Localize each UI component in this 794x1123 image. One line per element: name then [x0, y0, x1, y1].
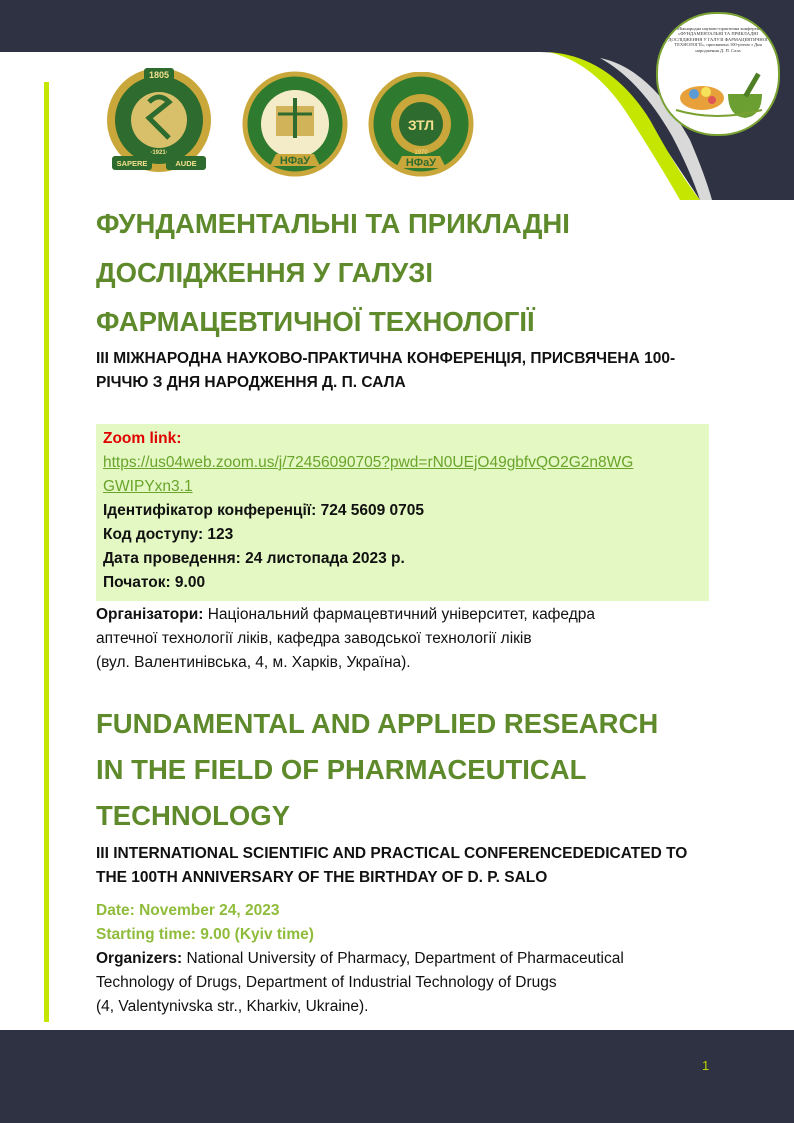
zoom-url-line-2[interactable]: GWIPYxn3.1 [103, 478, 193, 495]
subtitle-en-line-2: THE 100TH ANNIVERSARY OF THE BIRTHDAY OF D. P. SALO [96, 869, 548, 886]
logo-year-text: 1805 [148, 70, 170, 80]
title-uk-line-2: ДОСЛІДЖЕННЯ У ГАЛУЗІ [96, 257, 434, 288]
organizers-en-line-2: Technology of Drugs, Department of Industrial Technology of Drugs [96, 974, 557, 991]
conference-badge-text: III Міжнародна науково-практична конференція «ФУНДАМЕНТАЛЬНІ ТА ПРИКЛАДНІ ДОСЛІДЖЕННЯ У ГАЛУЗІ ФАРМАЦЕВТИЧНОЇ ТЕХНОЛОГІЇ», присвячена 100-річчю з Дня народження Д. П. Сала [668, 26, 768, 53]
title-uk-line-3: ФАРМАЦЕВТИЧНОЇ ТЕХНОЛОГІЇ [96, 306, 535, 337]
title-uk-line-1: ФУНДАМЕНТАЛЬНІ ТА ПРИКЛАДНІ [96, 208, 570, 239]
nfau-university-logo [104, 62, 214, 187]
logo-founded-text: ·1921· [150, 150, 168, 156]
left-accent-bar [44, 82, 49, 1022]
pharmacy-icon [666, 64, 770, 124]
subtitle-uk-line-2: РІЧЧЮ З ДНЯ НАРОДЖЕННЯ Д. П. САЛА [96, 374, 406, 391]
title-en-line-3: TECHNOLOGY [96, 800, 291, 831]
subtitle-english [96, 842, 716, 890]
footer-band [0, 1030, 794, 1123]
title-ukrainian [96, 204, 716, 342]
zoom-link[interactable] [103, 451, 703, 499]
organizers-uk-line-3: (вул. Валентинівська, 4, м. Харків, Україна). [96, 654, 411, 671]
subtitle-en-line-1: III INTERNATIONAL SCIENTIFIC AND PRACTICAL CONFERENCEDEDICATED TO [96, 845, 688, 862]
zoom-url-line-1[interactable]: https://us04web.zoom.us/j/72456090705?pwd=rN0UEjO49gbfvQO2G2n8WG [103, 454, 634, 471]
start-time-uk: Початок: 9.00 [103, 574, 206, 591]
industrial-technology-department-logo [368, 72, 474, 189]
zoom-link-label: Zoom link: [103, 430, 182, 447]
access-code: Код доступу: 123 [103, 526, 234, 543]
logo-year-text: 1970 [414, 150, 428, 156]
page-number: 1 [702, 1058, 710, 1073]
conference-id: Ідентифікатор конференції: 724 5609 0705 [103, 502, 425, 519]
title-en-line-2: IN THE FIELD OF PHARMACEUTICAL [96, 754, 587, 785]
subtitle-uk-line-1: III МІЖНАРОДНА НАУКОВО-ПРАКТИЧНА КОНФЕРЕНЦІЯ, ПРИСВЯЧЕНА 100- [96, 350, 676, 367]
logo-center-text: ЗТЛ [407, 117, 435, 133]
start-time-en: Starting time: 9.00 (Kyiv time) [96, 926, 314, 943]
organizers-en-line-1: National University of Pharmacy, Department of Pharmaceutical [182, 950, 624, 967]
conference-badge [656, 12, 780, 136]
subtitle-ukrainian [96, 347, 716, 395]
zoom-info-box [96, 424, 709, 601]
organizers-uk-line-2: аптечної технології ліків, кафедра заводської технології ліків [96, 630, 532, 647]
logo-motto-left: SAPERE [116, 159, 148, 168]
organizers-ukrainian [96, 603, 696, 675]
title-en-line-1: FUNDAMENTAL AND APPLIED RESEARCH [96, 708, 659, 739]
date-english [96, 899, 716, 947]
title-english [96, 701, 716, 839]
organizers-english [96, 947, 696, 1019]
organizers-uk-label: Організатори: [96, 606, 204, 623]
event-date-uk: Дата проведення: 24 листопада 2023 р. [103, 550, 405, 567]
logo-badge-text: НФаУ [279, 155, 311, 167]
organizers-en-line-3: (4, Valentynivska str., Kharkiv, Ukraine). [96, 998, 369, 1015]
logo-motto-right: AUDE [175, 159, 197, 168]
organizers-uk-line-1: Національний фармацевтичний університет, кафедра [203, 606, 596, 623]
logo-badge-text: НФаУ [405, 157, 437, 169]
pharmacy-technology-department-logo [240, 70, 350, 187]
organizers-en-label: Organizers: [96, 950, 183, 967]
event-date-en: Date: November 24, 2023 [96, 902, 280, 919]
